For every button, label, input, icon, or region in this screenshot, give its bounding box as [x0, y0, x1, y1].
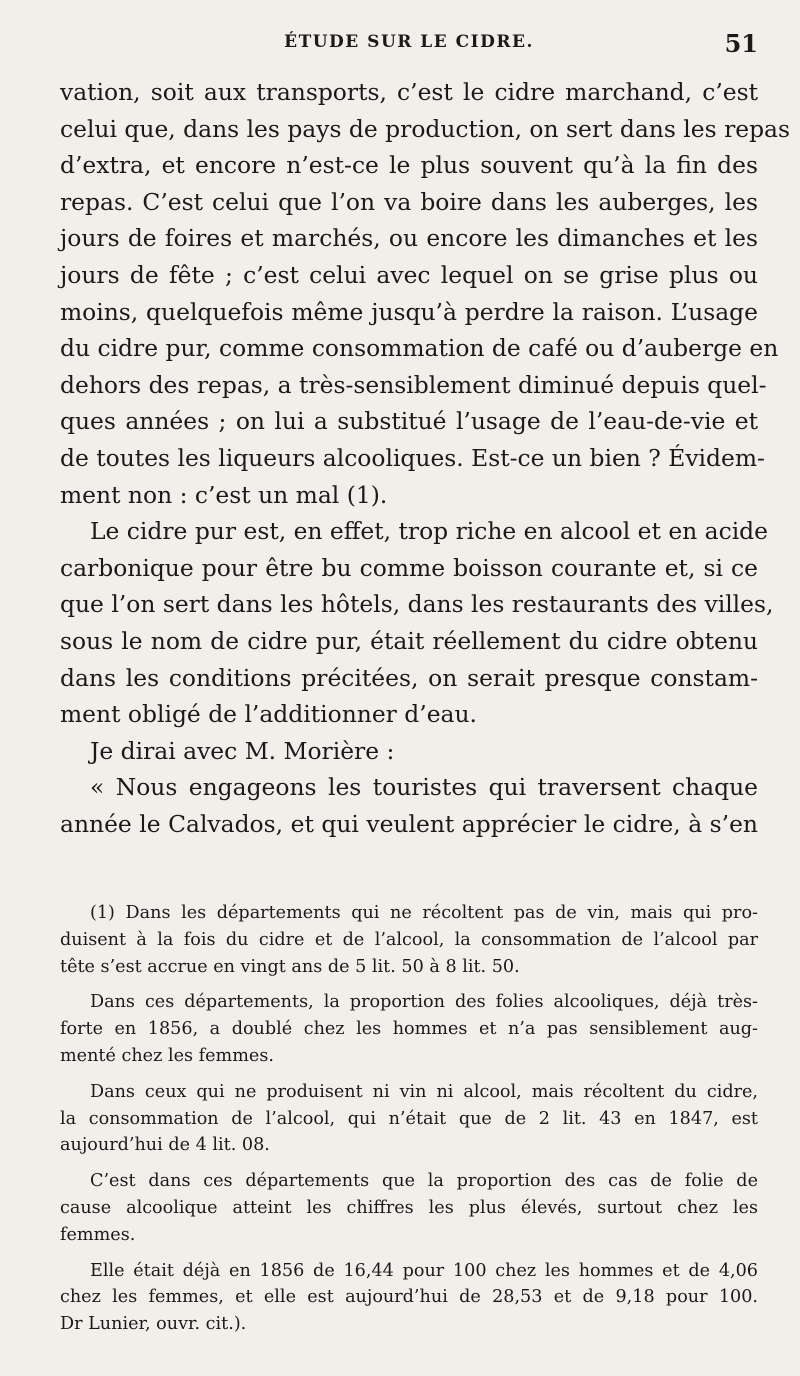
text-line: vation, soit aux transports, c’est le cidre marchand, c’est	[60, 78, 758, 106]
text-line: celui que, dans les pays de production, on sert dans les repas	[60, 114, 791, 143]
footnote-line: Dans ceux qui ne produisent ni vin ni alcool, mais récoltent du cidre,	[90, 1081, 758, 1102]
text-line: ment non : c’est un mal (1).	[60, 480, 388, 509]
footnote-line: forte en 1856, a doublé chez les hommes et n’a pas sensiblement aug-	[60, 1019, 758, 1040]
text-line: du cidre pur, comme consommation de café ou d’auberge en	[60, 334, 779, 363]
footnote-paragraph	[60, 989, 758, 1069]
footnote-line: femmes.	[60, 1224, 136, 1245]
footnote-line: cause alcoolique atteint les chiffres les plus élevés, surtout chez les	[60, 1197, 758, 1218]
text-line: jours de foires et marchés, ou encore les dimanches et les	[60, 224, 758, 253]
text-line: ment obligé de l’additionner d’eau.	[60, 700, 477, 729]
footnote-line: (1) Dans les départements qui ne récoltent pas de vin, mais qui pro-	[90, 903, 758, 923]
footnote-1	[60, 900, 758, 980]
text-line: carbonique pour être bu comme boisson courante et, si ce	[60, 553, 758, 582]
footnote-line: C’est dans ces départements que la proportion des cas de folie de	[90, 1171, 758, 1192]
text-line: sous le nom de cidre pur, était réellement du cidre obtenu	[60, 626, 758, 655]
footnote-line: la consommation de l’alcool, qui n’était que de 2 lit. 43 en 1847, est	[60, 1108, 758, 1129]
footnote-line: Dans ces départements, la proportion des folies alcooliques, déjà très-	[90, 992, 758, 1013]
text-line: Le cidre pur est, en effet, trop riche en alcool et en acide	[90, 517, 768, 546]
text-line: dans les conditions précitées, on serait presque constam-	[60, 663, 758, 692]
page-header	[60, 29, 758, 66]
text-line: « Nous engageons les touristes qui traversent chaque	[90, 773, 758, 802]
footnote-paragraph	[60, 1079, 758, 1159]
text-line: Je dirai avec M. Morière :	[90, 736, 395, 765]
footnote-line: aujourd’hui de 4 lit. 08.	[60, 1135, 270, 1156]
text-line: ques années ; on lui a substitué l’usage de l’eau-de-vie et	[60, 407, 758, 436]
paragraph-4	[60, 769, 758, 842]
footnote-line: tête s’est accrue en vingt ans de 5 lit. 50 à 8 lit. 50.	[60, 956, 520, 977]
running-title: ÉTUDE SUR LE CIDRE.	[284, 32, 534, 52]
footnote-line: menté chez les femmes.	[60, 1045, 274, 1066]
footnote-paragraph	[60, 1258, 758, 1338]
paragraph-3	[60, 733, 758, 770]
footnote-line: Dr Lunier, ouvr. cit.).	[60, 1314, 247, 1335]
page-number: 51	[724, 29, 758, 58]
text-line: que l’on sert dans les hôtels, dans les restaurants des villes,	[60, 590, 774, 619]
text-line: repas. C’est celui que l’on va boire dans les auberges, les	[60, 187, 758, 216]
body-text	[60, 74, 791, 842]
text-line: d’extra, et encore n’est-ce le plus souvent qu’à la fin des	[60, 151, 758, 180]
footnote-line: chez les femmes, et elle est aujourd’hui de 28,53 et de 9,18 pour 100.	[60, 1287, 758, 1308]
footnote-line: duisent à la fois du cidre et de l’alcool, la consommation de l’alcool par	[60, 929, 758, 950]
text-line: jours de fête ; c’est celui avec lequel on se grise plus ou	[60, 260, 758, 289]
text-line: dehors des repas, a très-sensiblement diminué depuis quel-	[60, 370, 767, 399]
footnote-paragraph	[60, 1168, 758, 1248]
footnotes	[60, 900, 758, 1347]
paragraph-2	[60, 513, 774, 733]
text-line: moins, quelquefois même jusqu’à perdre la raison. L’usage	[60, 297, 758, 326]
footnote-line: Elle était déjà en 1856 de 16,44 pour 100 chez les hommes et de 4,06	[90, 1260, 758, 1281]
text-line: de toutes les liqueurs alcooliques. Est-ce un bien ? Évidem-	[60, 443, 765, 472]
text-line: année le Calvados, et qui veulent apprécier le cidre, à s’en	[60, 809, 758, 838]
paragraph-1	[60, 74, 791, 513]
